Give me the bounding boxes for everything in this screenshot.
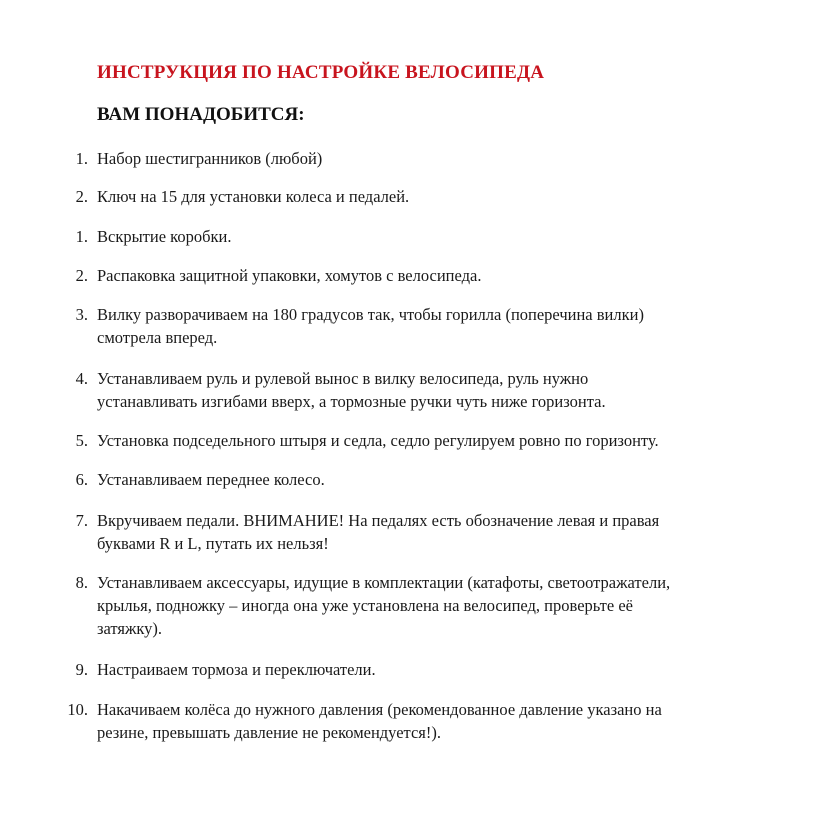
list-text: Устанавливаем руль и рулевой вынос в вилку велосипеда, руль нужно устанавливать изгибами вверх, а тормозные ручки чуть ниже горизонта.: [97, 369, 606, 411]
tools-heading: ВАМ ПОНАДОБИТСЯ:: [97, 104, 305, 125]
list-number: 3.: [75, 305, 88, 324]
list-text: Вкручиваем педали. ВНИМАНИЕ! На педалях есть обозначение левая и правая буквами R и L, путать их нельзя!: [97, 511, 660, 553]
list-number: 1.: [75, 149, 88, 168]
document-title: ИНСТРУКЦИЯ ПО НАСТРОЙКЕ ВЕЛОСИПЕДА: [97, 62, 545, 83]
list-text: Настраиваем тормоза и переключатели.: [97, 660, 376, 679]
list-text: Устанавливаем переднее колесо.: [97, 470, 325, 489]
list-text: Накачиваем колёса до нужного давления (рекомендованное давление указано на резине, превышать давление не рекомендуется!).: [97, 700, 662, 742]
list-number: 4.: [75, 369, 88, 388]
list-text: Набор шестигранников (любой): [97, 149, 323, 168]
list-number: 10.: [67, 700, 88, 719]
list-number: 1.: [75, 227, 88, 246]
list-text: Установка подседельного штыря и седла, седло регулируем ровно по горизонту.: [97, 431, 659, 450]
list-number: 8.: [75, 573, 88, 592]
list-text: Вилку разворачиваем на 180 градусов так, чтобы горилла (поперечина вилки) смотрела вперед.: [97, 305, 644, 347]
list-text: Устанавливаем аксессуары, идущие в комплектации (катафоты, светоотражатели, крылья, подножку – иногда она уже установлена на велосипед, проверьте её затяжку).: [97, 573, 671, 638]
list-text: Распаковка защитной упаковки, хомутов с велосипеда.: [97, 266, 482, 285]
list-number: 9.: [75, 660, 88, 679]
list-number: 2.: [75, 266, 88, 285]
list-number: 2.: [75, 187, 88, 206]
list-text: Вскрытие коробки.: [97, 227, 232, 246]
list-number: 5.: [75, 431, 88, 450]
list-number: 6.: [75, 470, 88, 489]
list-text: Ключ на 15 для установки колеса и педалей.: [97, 187, 410, 206]
list-number: 7.: [75, 511, 88, 530]
